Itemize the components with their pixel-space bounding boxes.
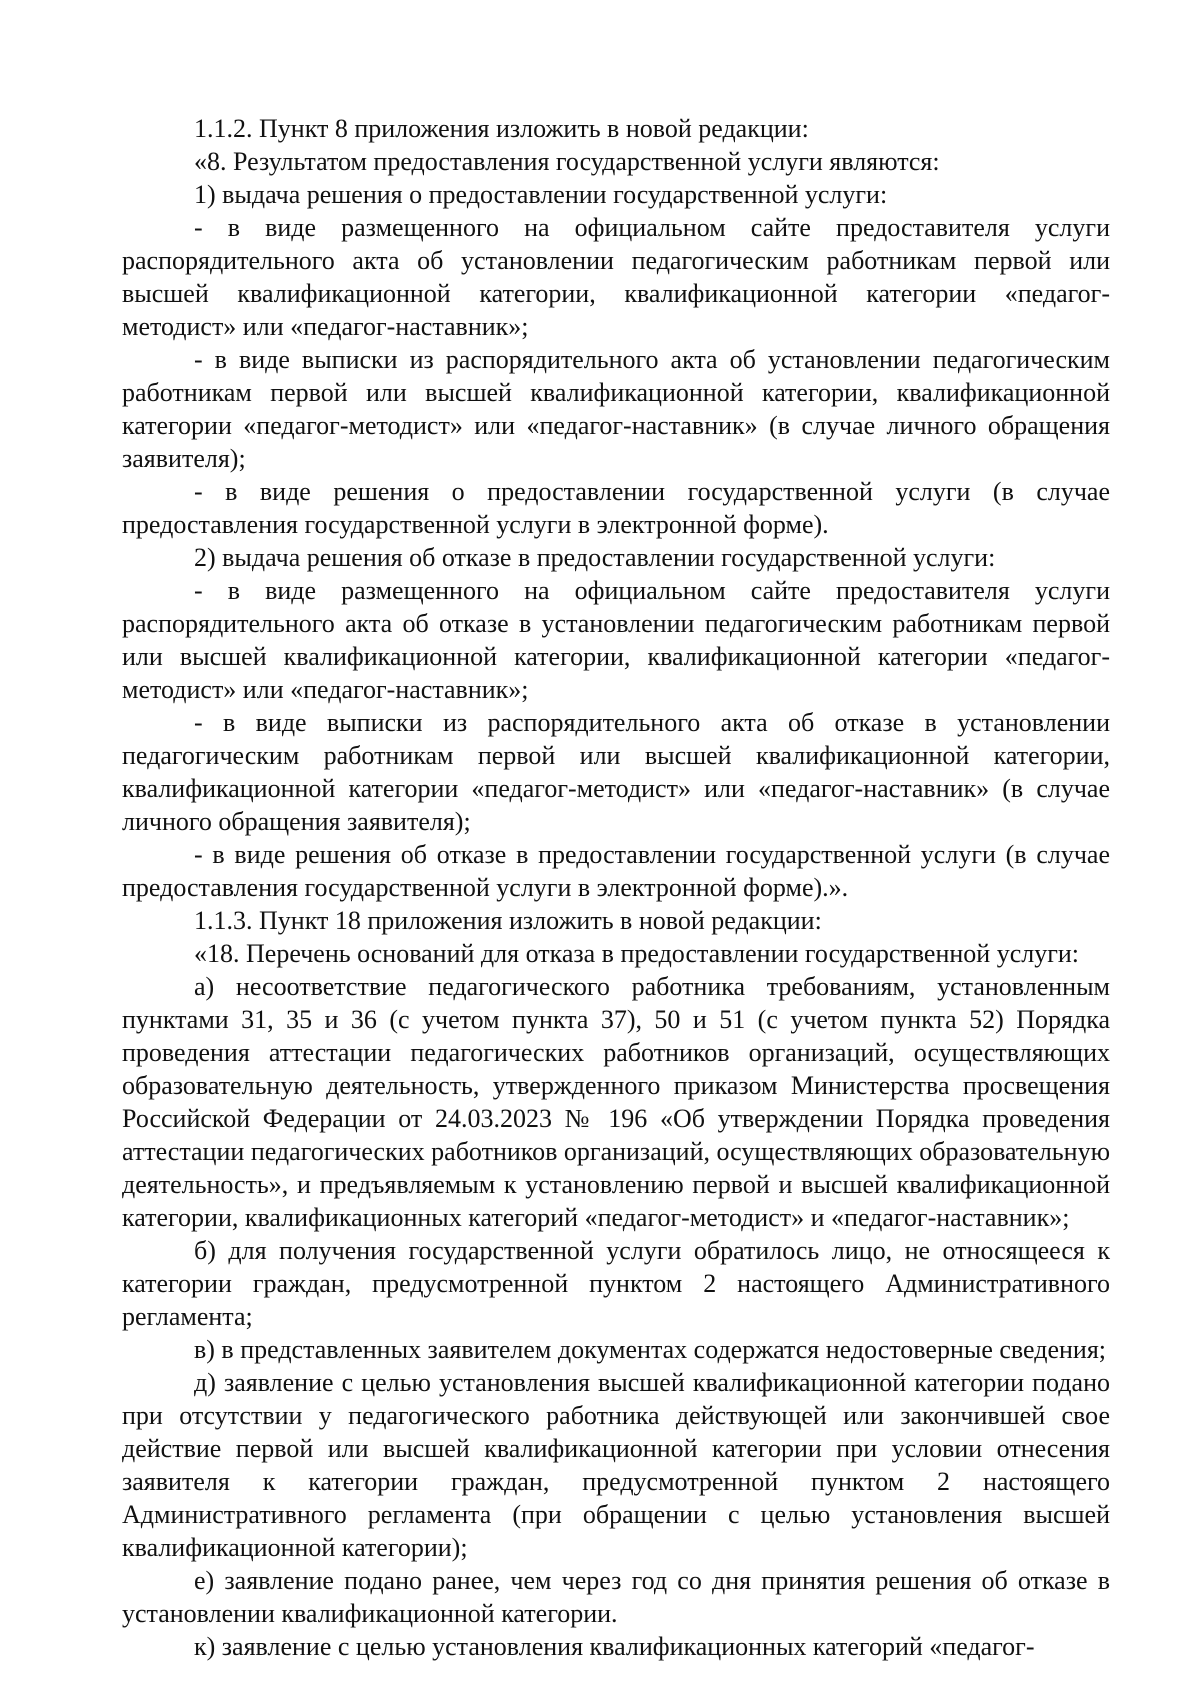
paragraph-1-1-3: 1.1.3. Пункт 18 приложения изложить в новой редакции: xyxy=(194,906,822,935)
paragraph-item-18-title: «18. Перечень оснований для отказа в предоставлении государственной услуги: xyxy=(194,939,1080,968)
paragraph-item-d: д) заявление с целью установления высшей квалификационной категории подано при отсутствии у педагогического работника действующей или закончившей свое действие первой или высшей квалификационной категории при условии отнесения заявителя к категории граждан, предусмотренной пунктом 2 настоящего Административного регламента (при обращении с целью установления высшей квалификационной категории); xyxy=(122,1368,1110,1562)
paragraph-bullet-6: - в виде решения об отказе в предоставлении государственной услуги (в случае предоставления государственной услуги в электронной форме).». xyxy=(122,840,1110,902)
paragraph-item-2: 2) выдача решения об отказе в предоставлении государственной услуги: xyxy=(194,543,996,572)
paragraph-item-8-title: «8. Результатом предоставления государственной услуги являются: xyxy=(194,147,940,176)
paragraph-item-k: к) заявление с целью установления квалификационных категорий «педагог- xyxy=(194,1632,1035,1661)
paragraph-item-b: б) для получения государственной услуги обратилось лицо, не относящееся к категории граждан, предусмотренной пунктом 2 настоящего Административного регламента; xyxy=(122,1236,1110,1331)
paragraph-bullet-3: - в виде решения о предоставлении государственной услуги (в случае предоставления государственной услуги в электронной форме). xyxy=(122,477,1110,539)
paragraph-1-1-2: 1.1.2. Пункт 8 приложения изложить в новой редакции: xyxy=(194,114,809,143)
paragraph-item-v: в) в представленных заявителем документах содержатся недостоверные сведения; xyxy=(194,1335,1107,1364)
paragraph-item-e: е) заявление подано ранее, чем через год со дня принятия решения об отказе в установлении квалификационной категории. xyxy=(122,1566,1110,1628)
paragraph-bullet-1: - в виде размещенного на официальном сайте предоставителя услуги распорядительного акта об установлении педагогическим работникам первой или высшей квалификационной категории, квалификационной категории «педагог-методист» или «педагог-наставник»; xyxy=(122,213,1110,341)
paragraph-bullet-2: - в виде выписки из распорядительного акта об установлении педагогическим работникам первой или высшей квалификационной категории, квалификационной категории «педагог-методист» или «педагог-наставник» (в случае личного обращения заявителя); xyxy=(122,345,1110,473)
paragraph-item-1: 1) выдача решения о предоставлении государственной услуги: xyxy=(194,180,888,209)
document-page xyxy=(122,112,1110,1663)
paragraph-bullet-4: - в виде размещенного на официальном сайте предоставителя услуги распорядительного акта об отказе в установлении педагогическим работникам первой или высшей квалификационной категории, квалификационной категории «педагог-методист» или «педагог-наставник»; xyxy=(122,576,1110,704)
paragraph-item-a: а) несоответствие педагогического работника требованиям, установленным пунктами 31, 35 и 36 (с учетом пункта 37), 50 и 51 (с учетом пункта 52) Порядка проведения аттестации педагогических работников организаций, осуществляющих образовательную деятельность, утвержденного приказом Министерства просвещения Российской Федерации от 24.03.2023 № 196 «Об утверждении Порядка проведения аттестации педагогических работников организаций, осуществляющих образовательную деятельность», и предъявляемым к установлению первой и высшей квалификационной категории, квалификационных категорий «педагог-методист» и «педагог-наставник»; xyxy=(122,972,1110,1232)
paragraph-bullet-5: - в виде выписки из распорядительного акта об отказе в установлении педагогическим работникам первой или высшей квалификационной категории, квалификационной категории «педагог-методист» или «педагог-наставник» (в случае личного обращения заявителя); xyxy=(122,708,1110,836)
